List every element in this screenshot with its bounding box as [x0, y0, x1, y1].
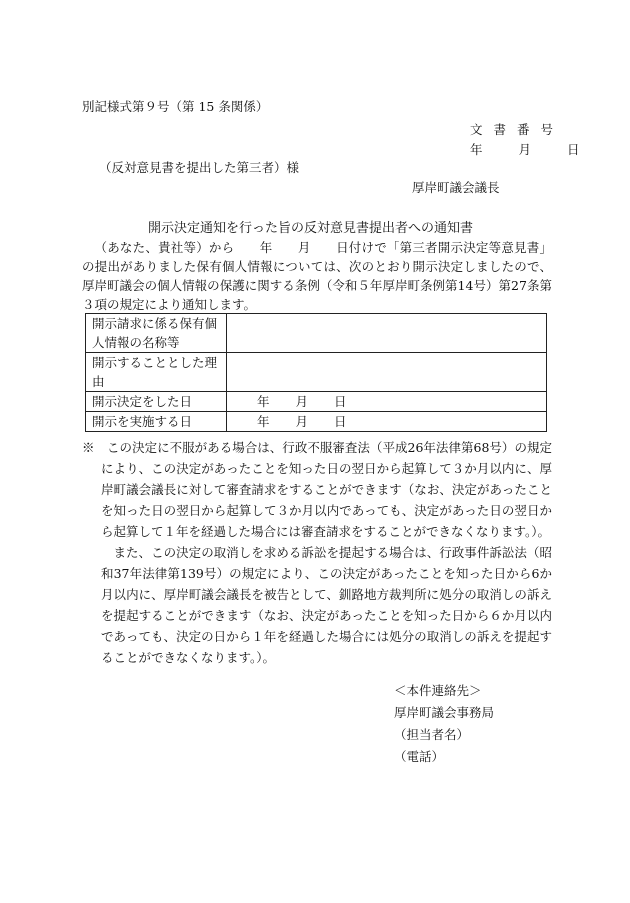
table-row	[86, 392, 547, 412]
document-number-label: 文書番号	[470, 122, 565, 137]
table-label: 開示決定をした日	[86, 392, 227, 412]
table-row	[86, 353, 547, 392]
table-date-value	[227, 392, 547, 412]
month-label: 月	[295, 414, 309, 429]
table-row	[86, 412, 547, 432]
notes-section	[82, 437, 552, 668]
table-label: 開示することとした理由	[86, 353, 227, 392]
header-day-label: 日	[566, 142, 580, 157]
header-date	[470, 140, 579, 158]
document-title: 開示決定通知を行った旨の反対意見書提出者への通知書	[148, 221, 474, 236]
day-label: 日	[334, 414, 347, 429]
form-number: 別記様式第９号（第 15 条関係）	[82, 99, 269, 114]
year-label: 年	[257, 394, 270, 409]
header-year-label: 年	[470, 142, 483, 157]
table-value	[227, 314, 547, 353]
table-value	[227, 353, 547, 392]
sender-line: 厚岸町議会議長	[412, 180, 500, 195]
contact-heading: ＜本件連絡先＞	[394, 683, 482, 698]
year-label: 年	[257, 414, 270, 429]
lawsuit-note: また、この決定の取消しを求める訴訟を提起する場合は、行政事件訴訟法（昭和37年法律第139号）の規定により、この決定があったことを知った日から6か月以内に、厚岸町議会議長を被告として、釧路地方裁判所に処分の取消しの訴えを提起することができます（なお、決定があったことを知った日から６か月以内であっても、決定の日から１年を経過した場合には処分の取消しの訴えを提起することができなくなります。）。	[101, 545, 552, 665]
day-label: 日	[334, 394, 347, 409]
month-label: 月	[295, 394, 309, 409]
contact-office: 厚岸町議会事務局	[394, 705, 495, 720]
table-date-value	[227, 412, 547, 432]
contact-person: （担当者名）	[394, 727, 470, 742]
table-label: 開示請求に係る保有個人情報の名称等	[86, 314, 227, 353]
appeal-note: ※ この決定に不服がある場合は、行政不服審査法（平成26年法律第68号）の規定により、この決定があったことを知った日の翌日から起算して３か月以内に、厚岸町議会議長に対して審査請求をすることができます（なお、決定があったことを知った日の翌日から起算して３か月以内であっても、決定があった日の翌日から起算して１年を経過した場合には審査請求をすることができなくなります。）。	[82, 440, 552, 539]
body-paragraph: （あなた、貴社等）から 年 月 日付けで「第三者開示決定等意見書」の提出がありました保有個人情報については、次のとおり開示決定しましたので、厚岸町議会の個人情報の保護に関する条例（令和５年厚岸町条例第14号）第27条第３項の規定により通知します。	[82, 240, 552, 312]
recipient-line: （反対意見書を提出した第三者）様	[99, 160, 300, 175]
table-label: 開示を実施する日	[86, 412, 227, 432]
contact-phone: （電話）	[394, 749, 445, 764]
header-month-label: 月	[518, 142, 531, 157]
table-row	[86, 314, 547, 353]
decision-table	[85, 313, 547, 432]
contact-block	[394, 680, 494, 768]
